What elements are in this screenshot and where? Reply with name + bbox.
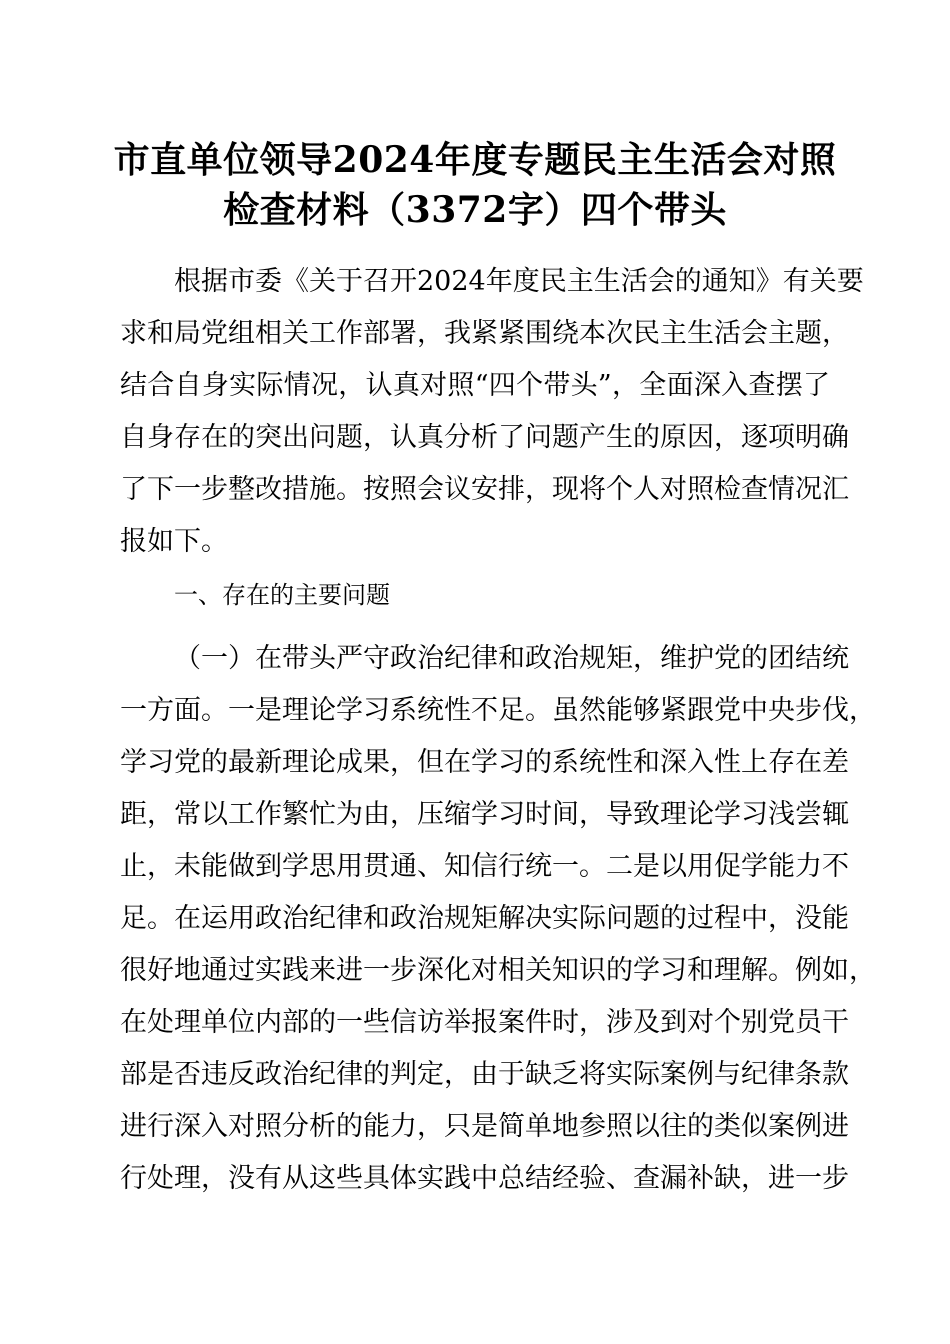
section-paragraph-line: 很好地通过实践来进一步深化对相关知识的学习和理解。例如， [120, 955, 876, 986]
document-title-line-2: 检查材料（3372字）四个带头 [223, 189, 727, 231]
intro-paragraph-line: 报如下。 [120, 526, 228, 557]
section-paragraph-line: 止，未能做到学思用贯通、知信行统一。二是以用促学能力不 [120, 851, 849, 882]
section-paragraph-line: 进行深入对照分析的能力，只是简单地参照以往的类似案例进 [120, 1111, 849, 1142]
intro-paragraph-line: 自身存在的突出问题，认真分析了问题产生的原因，逐项明确 [120, 422, 849, 453]
section-paragraph-line: （一）在带头严守政治纪律和政治规矩，维护党的团结统 [174, 643, 849, 674]
section-paragraph-line: 部是否违反政治纪律的判定，由于缺乏将实际案例与纪律条款 [120, 1059, 849, 1090]
section-heading: 一、存在的主要问题 [174, 581, 390, 609]
intro-paragraph-line: 求和局党组相关工作部署，我紧紧围绕本次民主生活会主题， [120, 318, 849, 349]
section-paragraph-line: 学习党的最新理论成果，但在学习的系统性和深入性上存在差 [120, 747, 849, 778]
document-title-line-1: 市直单位领导2024年度专题民主生活会对照 [113, 139, 837, 181]
intro-paragraph-line: 根据市委《关于召开2024年度民主生活会的通知》有关要 [174, 266, 864, 297]
section-paragraph-line: 一方面。一是理论学习系统性不足。虽然能够紧跟党中央步伐， [120, 695, 876, 726]
section-paragraph-line: 距，常以工作繁忙为由，压缩学习时间，导致理论学习浅尝辄 [120, 799, 849, 830]
section-paragraph-line: 在处理单位内部的一些信访举报案件时，涉及到对个别党员干 [120, 1007, 849, 1038]
section-paragraph-line: 足。在运用政治纪律和政治规矩解决实际问题的过程中，没能 [120, 903, 849, 934]
intro-paragraph-line: 结合自身实际情况，认真对照“四个带头”，全面深入查摆了 [120, 370, 830, 401]
intro-paragraph-line: 了下一步整改措施。按照会议安排，现将个人对照检查情况汇 [120, 474, 849, 505]
section-paragraph-line: 行处理，没有从这些具体实践中总结经验、查漏补缺，进一步 [120, 1163, 849, 1194]
